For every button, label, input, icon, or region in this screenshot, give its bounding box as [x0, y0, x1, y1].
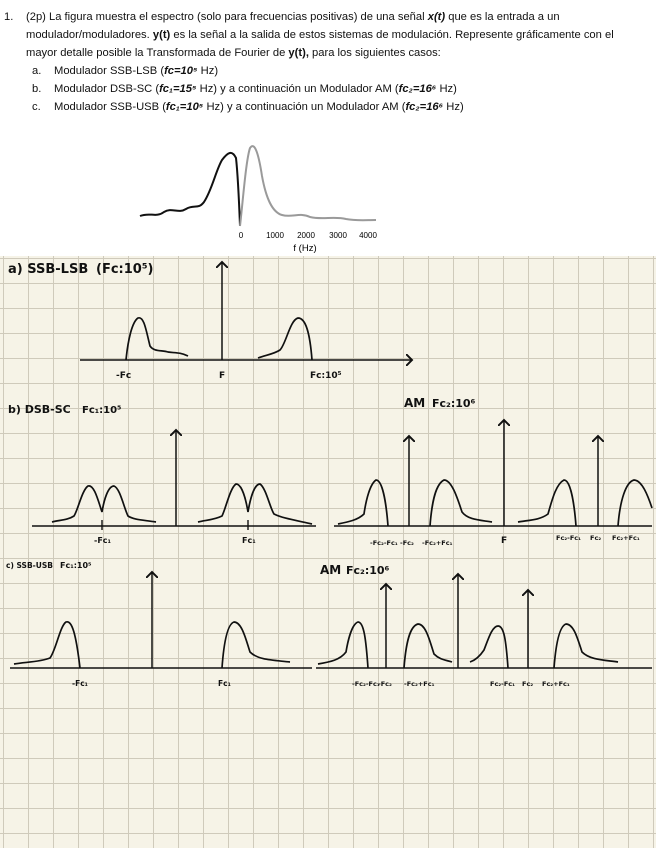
part-c-am-band-4	[554, 624, 618, 668]
part-c-am-label-2: -Fc₂	[378, 680, 392, 688]
part-a-right-band	[258, 318, 312, 360]
question-lead-4: para los siguientes casos:	[312, 47, 441, 59]
question-number: 1.	[4, 11, 14, 23]
part-b-am-band-2	[430, 480, 492, 526]
part-b-right-band	[198, 484, 312, 524]
part-b-left-band	[52, 486, 156, 522]
part-a-left-band	[126, 318, 188, 360]
case-text-mid: Hz) y a continuación un Modulador AM (	[196, 83, 399, 95]
case-fc: fc=10⁵	[164, 65, 198, 77]
part-a-title: a) SSB-LSB	[8, 262, 89, 277]
part-b-am-label-f: F	[501, 536, 508, 546]
part-a-fc: (Fc:10⁵)	[96, 262, 154, 277]
part-c-right-band	[222, 622, 290, 668]
spectrum-tick-1000: 1000	[266, 231, 284, 240]
part-c-am-label-3: -Fc₂+Fc₁	[404, 680, 435, 688]
case-label: a.	[32, 65, 42, 77]
case-text: Modulador SSB-LSB (	[54, 65, 165, 77]
part-c-title: c) SSB-USB	[6, 561, 53, 570]
part-c-label-neg-fc1: -Fc₁	[72, 679, 88, 688]
question-lead-2: que es la entrada a un modulador/moduladores.	[26, 11, 560, 41]
signal-x: x(t)	[427, 11, 446, 23]
part-b-title: b) DSB-SC	[8, 403, 71, 416]
case-fc: fc₁=10⁵	[165, 101, 204, 113]
case-text-mid: Hz) y a continuación un Modulador AM (	[203, 101, 406, 113]
part-c-label-fc1: Fc₁	[218, 679, 231, 688]
case-fc2: fc₂=16⁶	[398, 83, 437, 95]
part-a-label-neg-fc: -Fc	[116, 371, 132, 381]
part-c-am-label-6: Fc₂+Fc₁	[542, 680, 570, 688]
part-a-label-fc: Fc:10⁵	[310, 371, 342, 381]
spectrum-tick-4000: 4000	[359, 231, 377, 240]
part-b-am-label-5: Fc₂-Fc₁	[556, 534, 581, 542]
part-c-fc: Fc₁:10⁵	[60, 561, 92, 570]
part-c-am-fc: Fc₂:10⁶	[346, 564, 390, 577]
case-fc2: fc₂=16⁶	[405, 101, 444, 113]
part-c-am-band-3	[470, 626, 508, 668]
case-text-post: Hz)	[443, 101, 464, 113]
part-b-am-label-7: Fc₂+Fc₁	[612, 534, 640, 542]
case-label: b.	[32, 83, 42, 95]
part-b-am-title: AM	[404, 396, 426, 410]
part-b-am-label-3: -Fc₂+Fc₁	[422, 539, 453, 547]
case-text-post: Hz)	[197, 65, 219, 77]
part-b-am-band-4	[618, 480, 652, 526]
part-b-am-label-6: Fc₂	[590, 534, 602, 542]
question-lead-3: es la señal a la salida de estos sistemas de modulación. Represente gráficamente con el mayor detalle posible la Transformada de Fourier de	[26, 29, 614, 59]
part-b-am-label-1: -Fc₂-Fc₁	[370, 539, 398, 547]
part-b-label-fc1: Fc₁	[242, 536, 256, 545]
question-lead: (2p) La figura muestra el espectro (solo para frecuencias positivas) de una señal	[26, 11, 425, 23]
signal-y-2: y(t),	[288, 47, 309, 59]
signal-y: y(t)	[152, 29, 171, 41]
part-c-am-title: AM	[320, 563, 342, 577]
part-b-am-fc: Fc₂:10⁶	[432, 397, 476, 410]
part-a-label-f: F	[219, 371, 226, 381]
spectrum-tick-0: 0	[238, 231, 244, 240]
case-fc: fc₁=15⁵	[159, 83, 197, 95]
part-b-fc: Fc₁:10⁵	[82, 405, 122, 416]
part-b-am-band-3	[518, 480, 576, 526]
part-b-am-label-2: -Fc₂	[400, 539, 414, 547]
spectrum-tick-2000: 2000	[297, 231, 315, 240]
part-b-am-band-1	[338, 480, 388, 526]
part-c-am-label-1: -Fc₂-Fc₁	[352, 680, 380, 688]
case-text-post: Hz)	[436, 83, 457, 95]
spectrum-xlabel: f (Hz)	[293, 243, 317, 254]
part-c-am-band-1	[318, 622, 368, 668]
part-b-label-neg-fc1: -Fc₁	[94, 536, 112, 545]
part-c-am-label-5: Fc₂	[522, 680, 534, 688]
part-c-left-band	[14, 622, 80, 668]
case-text: Modulador SSB-USB (	[54, 101, 166, 113]
case-text: Modulador DSB-SC (	[54, 83, 160, 95]
part-c-am-band-2	[404, 624, 452, 668]
part-c-am-label-4: Fc₂-Fc₁	[490, 680, 515, 688]
spectrum-tick-3000: 3000	[329, 231, 347, 240]
case-label: c.	[32, 101, 41, 113]
